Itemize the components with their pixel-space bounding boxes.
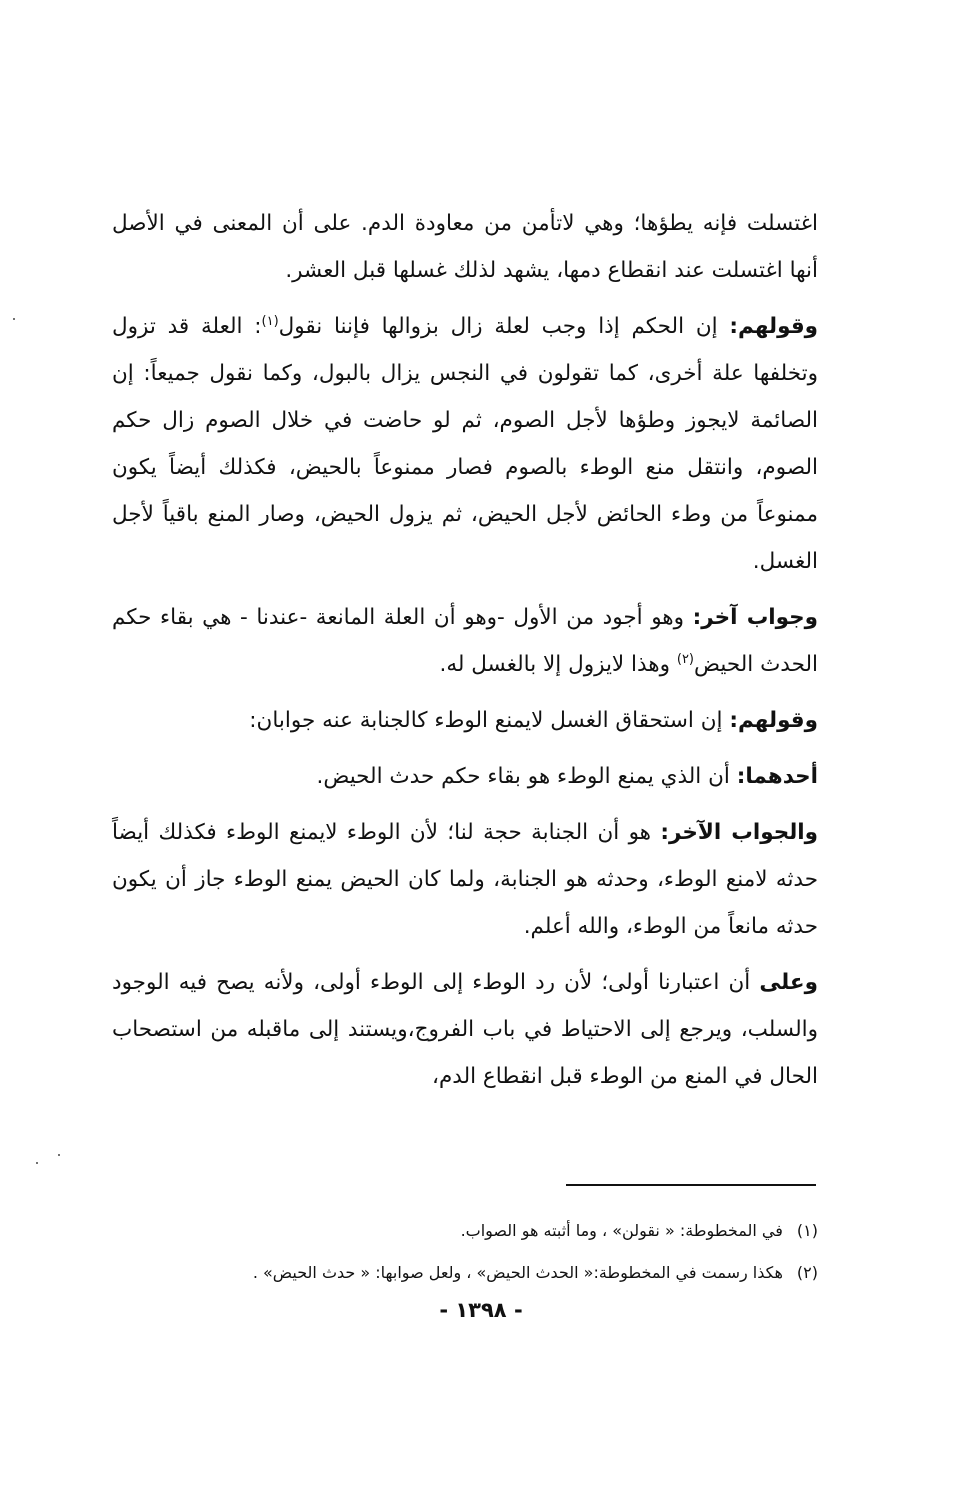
- footnote-text: في المخطوطة: « نقولن» ، وما أثبته هو الصواب.: [460, 1221, 783, 1240]
- scan-speck: [36, 1162, 38, 1164]
- paragraph-lead: وعلى: [759, 970, 818, 995]
- scan-speck: [13, 318, 15, 320]
- footnote-text: هكذا رسمت في المخطوطة:« الحدث الحيض» ، ولعل صوابها: « حدث الحيض» .: [252, 1263, 783, 1282]
- paragraph-lead: أحدهما:: [736, 764, 818, 789]
- paragraph-text: اغتسلت فإنه يطؤها؛ وهي لاتأمن من معاودة الدم. على أن المعنى في الأصل أنها اغتسلت عند انقطاع دمها، يشهد لذلك غسلها قبل العشر.: [112, 211, 818, 283]
- footnote-number: (١): [796, 1221, 818, 1240]
- scan-speck: [58, 1154, 60, 1156]
- paragraph-text: هو أن الجنابة حجة لنا؛ لأن الوطء لايمنع الوطء فكذلك أيضاً حدثه لامنع الوطء، وحدثه هو الجنابة، ولما كان الحيض يمنع الوطء جاز أن يكون حدثه مانعاً من الوطء، والله أعلم.: [112, 820, 818, 939]
- paragraph-lead: والجواب الآخر:: [660, 820, 819, 845]
- paragraph-text-cont: : العلة قد تزول وتخلفها علة أخرى، كما تقولون في النجس يزال بالبول، وكما نقول جميعاً: إن الصائمة لايجوز وطؤها لأجل الصوم، ثم لو حاضت في خلال الصوم زال حكم الصوم، وانتقل منع الوطء بالصوم فصار ممنوعاً بالحيض، فكذلك أيضاً يكون ممنوعاً من وطء الحائض لأجل الحيض، ثم يزول الحيض، وصار المنع باقياً لأجل الغسل.: [112, 314, 818, 574]
- paragraph-lead: وجواب آخر:: [692, 605, 819, 630]
- paragraph-text: أن الذي يمنع الوطء هو بقاء حكم حدث الحيض.: [316, 764, 737, 789]
- footnote-divider: [566, 1184, 816, 1186]
- paragraph-lead: وقولهم:: [729, 708, 818, 733]
- page-number: - ١٣٩٨ -: [439, 1298, 523, 1322]
- footnote-ref: (١): [261, 313, 279, 329]
- paragraph-text-cont: وهذا لايزول إلا بالغسل له.: [439, 652, 677, 677]
- paragraph-3: [112, 594, 818, 688]
- main-text: [112, 200, 818, 1100]
- footnote-1: [112, 1220, 818, 1242]
- paragraph-text: وهو أجود من الأول -وهو أن العلة المانعة -عندنا - هي بقاء حكم الحدث الحيض: [112, 605, 818, 677]
- footnote-number: (٢): [796, 1263, 818, 1282]
- paragraph-lead: وقولهم:: [729, 314, 819, 339]
- paragraph-4: [112, 697, 818, 744]
- paragraph-2: [112, 303, 818, 585]
- paragraph-text: أن اعتبارنا أولى؛ لأن رد الوطء إلى الوطء أولى، ولأنه يصح فيه الوجود والسلب، ويرجع إلى الاحتياط في باب الفروج،ويستند إلى ماقبله من استصحاب الحال في المنع من الوطء قبل انقطاع الدم،: [112, 970, 818, 1089]
- paragraph-text: إن الحكم إذا وجب لعلة زال بزوالها فإننا نقول: [278, 314, 730, 339]
- footnotes: [112, 1220, 818, 1304]
- footnote-ref: (٢): [676, 651, 694, 667]
- paragraph-1: [112, 200, 818, 294]
- paragraph-6: [112, 809, 818, 950]
- paragraph-text: إن استحقاق الغسل لايمنع الوطء كالجنابة عنه جوابان:: [249, 708, 730, 733]
- paragraph-5: [112, 753, 818, 800]
- footnote-2: [112, 1262, 818, 1284]
- paragraph-7: [112, 959, 818, 1100]
